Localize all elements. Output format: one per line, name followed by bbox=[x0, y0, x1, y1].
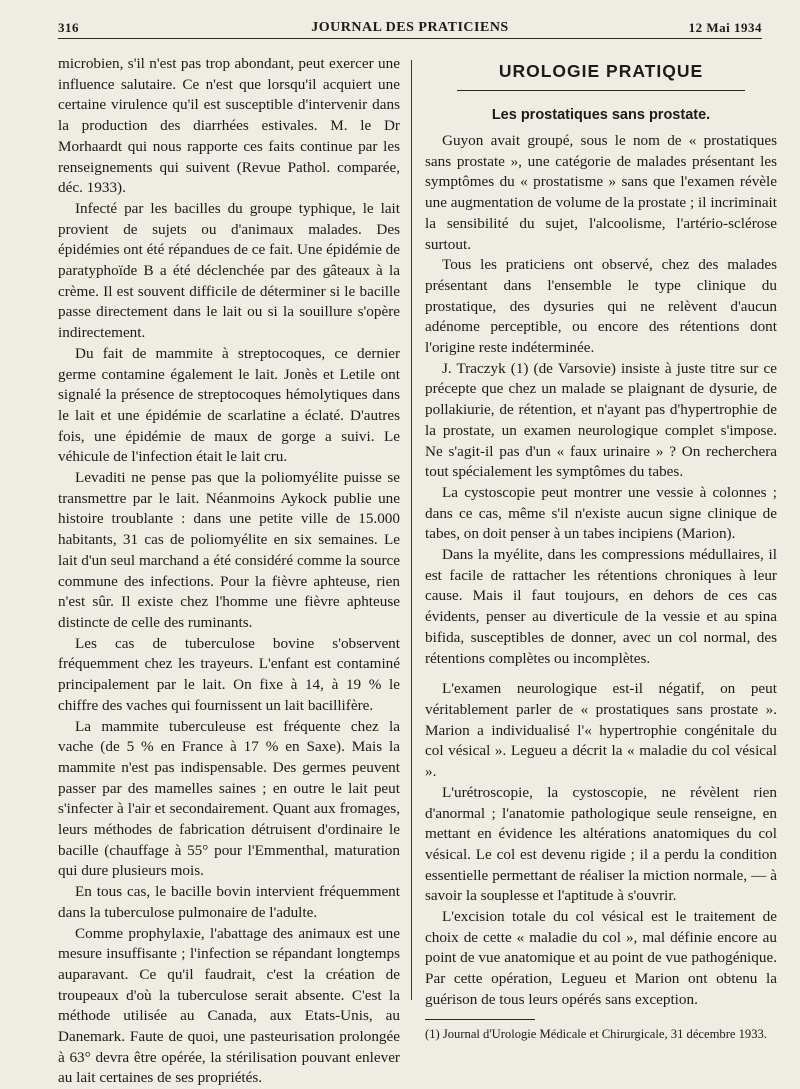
page-header bbox=[58, 14, 762, 38]
footnote: (1) Journal d'Urologie Médicale et Chirurgicale, 31 décembre 1933. bbox=[425, 1026, 767, 1041]
paragraph: microbien, s'il n'est pas trop abondant, peut exercer une influence salutaire. Ce n'est que lorsqu'il acquiert une certaine virulence qu'il est susceptible d'intervenir dans la production des diarrhées estivales. M. le Dr Morhaardt qui nous rapporte ces faits continue par les renseignements qui suivent (Revue Pathol. comparée, déc. 1933). bbox=[58, 55, 400, 197]
footnote-rule bbox=[425, 1019, 535, 1020]
paragraph: J. Traczyk (1) (de Varsovie) insiste à juste titre sur ce précepte que chez un malade se plaignant de dysurie, de pollakiurie, de rétention, et n'ayant pas d'hypertrophie de la prostate, un examen neurologique complet s'impose. Ne s'agit-il pas d'un « faux urinaire » ? On recherchera tout spécialement les symptômes du tabes. bbox=[425, 359, 777, 481]
journal-title: JOURNAL DES PRATICIENS bbox=[311, 20, 509, 35]
paragraph: Du fait de mammite à streptocoques, ce dernier germe contamine également le lait. Jonès et Letile ont signalé la présence de streptocoques hémolytiques dans le lait et une épidémie de scarlatine a éclaté. D'autres fois, une épidémie de maux de gorge a suivi. Le véhicule de l'infection était le lait cru. bbox=[58, 344, 400, 466]
paragraph: L'excision totale du col vésical est le traitement de choix de cette « maladie du col », mal définie encore au point de vue anatomique et au point de vue pathogénique. Par cette opération, Legueu et Marion ont obtenu la guérison de tous leurs opérés sans exception. bbox=[425, 908, 777, 1008]
paragraph: La mammite tuberculeuse est fréquente chez la vache (de 5 % en France à 17 % en Saxe). Mais la mammite n'est pas indispensable. Des germes peuvent passer par des mamelles saines ; en outre le lait peut s'infecter à l'air et secondairement. Quant aux fromages, leurs méthodes de fabrication détruisent d'ordinaire le bacille (chauffage à 55° pour l'Emmenthal, maturation qui dure plusieurs mois. bbox=[58, 717, 400, 880]
paragraph: Levaditi ne pense pas que la poliomyélite puisse se transmettre par le lait. Néanmoins Aykock publie une histoire troublante : dans une petite ville de 15.000 habitants, 31 cas de poliomyélite en six semaines. Le lait d'un seul marchand a été considéré comme la source commune des infections. Pour la fièvre aphteuse, rien n'est sûr. Il existe chez l'homme une fièvre aphteuse distincte de celle des ruminants. bbox=[58, 469, 400, 631]
page-number: 316 bbox=[58, 20, 79, 35]
paragraph: En tous cas, le bacille bovin intervient fréquemment dans la tuberculose pulmonaire de l'adulte. bbox=[58, 883, 400, 921]
issue-date: 12 Mai 1934 bbox=[688, 20, 762, 35]
paragraph-gap bbox=[425, 669, 777, 679]
paragraph: Infecté par les bacilles du groupe typhique, le lait provient de sujets ou d'animaux malades. Des épidémies ont été répandues de ce fait. Une épidémie de paratyphoïde B a été déclenchée par des gâteaux à la crème. Il est souvent difficile de déterminer si le bacille passe directement dans le lait ou si la souillure s'opère indirectement. bbox=[58, 199, 400, 342]
paragraph: Tous les praticiens ont observé, chez des malades présentant dans l'ensemble le type clinique du prostatique, des dysuries qui ne relèvent d'aucun adénome perceptible, ou encore des rétentions dont l'origine reste indéterminée. bbox=[425, 256, 777, 357]
paragraph: L'examen neurologique est-il négatif, on peut véritablement parler de « prostatiques sans prostate ». Marion a individualisé l'« hypertrophie congénitale du col vésical ». Legueu a décrit la « maladie du col vésical ». bbox=[425, 680, 777, 781]
paragraph: Les cas de tuberculose bovine s'observent fréquemment chez les trayeurs. L'enfant est contaminé principalement par le lait. On fixe à 14, à 19 % le chiffre des vaches qui fournissent un lait bacillifère. bbox=[58, 634, 400, 714]
section-title: UROLOGIE PRATIQUE bbox=[498, 61, 704, 81]
paragraph: Comme prophylaxie, l'abattage des animaux est une mesure insuffisante ; l'infection se répandant longtemps auparavant. Ce qu'il faudrait, c'est la création de troupeaux d'où la tuberculose serait absente. C'est la méthode utilisée au Canada, aux Etats-Unis, au Danemark. Faute de quoi, une pasteurisation prolongée à 63° devra être opérée, la stérilisation pouvant enlever au lait certaines de ses propriétés. bbox=[58, 924, 400, 1087]
article-title: Les prostatiques sans prostate. bbox=[491, 107, 711, 123]
column-divider bbox=[411, 60, 412, 1000]
paragraph: La cystoscopie peut montrer une vessie à colonnes ; dans ce cas, même s'il n'existe aucun signe clinique de tabes, on doit penser à un tabes incipiens (Marion). bbox=[425, 483, 777, 543]
paragraph: Guyon avait groupé, sous le nom de « prostatiques sans prostate », une catégorie de malades présentant les symptômes du « prostatisme » sans que l'examen révèle une augmentation de volume de la prostate ; il incriminait la sensibilité du sujet, l'alcoolisme, l'artério-sclérose surtout. bbox=[425, 132, 777, 253]
right-column bbox=[425, 54, 777, 1043]
paragraph: L'urétroscopie, la cystoscopie, ne révèlent rien d'anormal ; l'anatomie pathologique seule renseigne, en mettant en évidence les altérations anatomiques du col vésical. Le col est devenu rigide ; il a perdu la condition essentielle permettant de réaliser la miction normale, — à savoir la souplesse et l'aptitude à s'ouvrir. bbox=[425, 783, 777, 905]
section-rule bbox=[457, 90, 745, 91]
header-rule bbox=[58, 38, 762, 39]
paragraph: Dans la myélite, dans les compressions médullaires, il est facile de rattacher les rétentions chroniques à leur cause. Mais il faut toujours, en dehors de ces cas évidents, penser au diverticule de la vessie et au spina bifida, susceptibles de donner, avec un col normal, des rétentions complètes ou incomplètes. bbox=[425, 546, 777, 667]
left-column bbox=[58, 54, 400, 1089]
